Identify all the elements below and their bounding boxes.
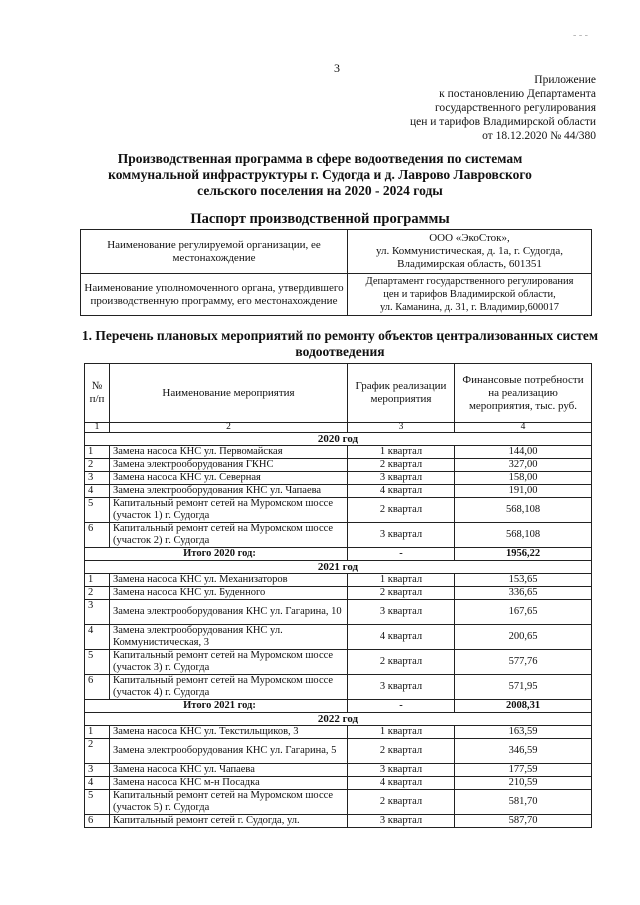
scan-mark: - - - [573,30,588,41]
row-schedule: 1 квартал [348,726,455,739]
year-row [85,561,592,574]
table-row [85,790,592,815]
row-num: 3 [85,600,110,625]
row-name: Замена насоса КНС м-н Посадка [110,777,348,790]
row-schedule: 2 квартал [348,650,455,675]
passport-row [81,274,592,316]
row-num: 4 [85,625,110,650]
table-row [85,650,592,675]
row-schedule: 4 квартал [348,625,455,650]
row-value: 167,65 [455,600,592,625]
table-header-row [85,364,592,423]
passport-label: Наименование уполномоченного органа, утвердившего производственную программу, его местонахождение [81,274,348,316]
passport-table [80,229,592,316]
header-num: № п/п [85,364,110,423]
row-value: 163,59 [455,726,592,739]
passport-row [81,230,592,274]
row-num: 5 [85,790,110,815]
row-name: Капитальный ремонт сетей на Муромском шоссе (участок 3) г. Судогда [110,650,348,675]
total-schedule: - [348,700,455,713]
year-row [85,433,592,446]
passport-value-line: ул. Каманина, д. 31, г. Владимир,600017 [379,302,560,313]
row-name: Капитальный ремонт сетей на Муромском шоссе (участок 2) г. Судогда [110,523,348,548]
passport-value [348,230,592,274]
row-num: 5 [85,498,110,523]
year-row [85,713,592,726]
row-schedule: 2 квартал [348,498,455,523]
row-name: Замена электрооборудования КНС ул. Коммунистическая, 3 [110,625,348,650]
row-name: Замена насоса КНС ул. Буденного [110,587,348,600]
row-value: 568,108 [455,523,592,548]
row-schedule: 2 квартал [348,739,455,764]
row-name: Замена насоса КНС ул. Текстильщиков, 3 [110,726,348,739]
passport-title: Паспорт производственной программы [190,211,450,227]
row-num: 2 [85,587,110,600]
row-name: Замена электрооборудования КНС ул. Гагарина, 5 [110,739,348,764]
row-schedule: 1 квартал [348,574,455,587]
total-value: 2008,31 [455,700,592,713]
row-name: Замена насоса КНС ул. Механизаторов [110,574,348,587]
row-name: Замена насоса КНС ул. Чапаева [110,764,348,777]
year-label: 2022 год [85,713,592,726]
row-value: 158,00 [455,472,592,485]
row-name: Замена насоса КНС ул. Первомайская [110,446,348,459]
row-num: 4 [85,485,110,498]
total-row [85,700,592,713]
table-row [85,523,592,548]
year-label: 2020 год [85,433,592,446]
table-row [85,472,592,485]
row-schedule: 2 квартал [348,587,455,600]
row-value: 568,108 [455,498,592,523]
row-name: Капитальный ремонт сетей на Муромском шоссе (участок 5) г. Судогда [110,790,348,815]
table-row [85,675,592,700]
row-value: 581,70 [455,790,592,815]
passport-value-line: Владимирская область, 601351 [397,258,542,270]
appendix-line: цен и тарифов Владимирской области [409,116,596,128]
row-name: Капитальный ремонт сетей г. Судогда, ул. [110,815,348,828]
row-name: Замена электрооборудования КНС ул. Гагарина, 10 [110,600,348,625]
row-value: 587,70 [455,815,592,828]
year-label: 2021 год [85,561,592,574]
row-num: 6 [85,675,110,700]
row-num: 1 [85,726,110,739]
row-value: 200,65 [455,625,592,650]
row-num: 6 [85,815,110,828]
row-num: 1 [85,574,110,587]
row-num: 4 [85,777,110,790]
column-number: 4 [455,423,592,433]
passport-value-line: Департамент государственного регулирования [365,276,574,287]
row-value: 577,76 [455,650,592,675]
passport-label: Наименование регулируемой организации, ее местонахождение [81,230,348,274]
table-row [85,625,592,650]
row-schedule: 1 квартал [348,446,455,459]
header-finance: Финансовые потребности на реализацию мероприятия, тыс. руб. [455,364,592,423]
table-row [85,485,592,498]
row-value: 210,59 [455,777,592,790]
table-row [85,459,592,472]
table-row [85,446,592,459]
column-number-row [85,423,592,433]
row-value: 177,59 [455,764,592,777]
row-num: 3 [85,472,110,485]
row-schedule: 2 квартал [348,459,455,472]
section-title: 1. Перечень плановых мероприятий по ремонту объектов централизованных систем водоотведения [81,328,599,359]
column-number: 3 [348,423,455,433]
appendix-line: к постановлению Департамента [439,88,596,100]
column-number: 1 [85,423,110,433]
row-value: 191,00 [455,485,592,498]
row-num: 2 [85,739,110,764]
document-title: Производственная программа в сфере водоотведения по системам коммунальной инфраструктуры г. Судогда и д. Лаврово Лавровского сельского поселения на 2020 - 2024 годы [108,151,532,198]
passport-value [348,274,592,316]
row-value: 153,65 [455,574,592,587]
row-schedule: 3 квартал [348,675,455,700]
row-name: Капитальный ремонт сетей на Муромском шоссе (участок 4) г. Судогда [110,675,348,700]
table-row [85,815,592,828]
row-num: 1 [85,446,110,459]
header-name: Наименование мероприятия [110,364,348,423]
row-schedule: 4 квартал [348,777,455,790]
appendix-line: от 18.12.2020 № 44/380 [482,130,596,142]
table-row [85,777,592,790]
table-row [85,600,592,625]
total-value: 1956,22 [455,548,592,561]
row-schedule: 3 квартал [348,523,455,548]
measures-table [84,363,592,828]
passport-value-line: ООО «ЭкоСток», [429,232,510,244]
row-schedule: 3 квартал [348,472,455,485]
header-schedule: График реализации мероприятия [348,364,455,423]
row-schedule: 3 квартал [348,600,455,625]
table-row [85,498,592,523]
row-value: 336,65 [455,587,592,600]
row-num: 5 [85,650,110,675]
total-schedule: - [348,548,455,561]
table-row [85,764,592,777]
passport-value-line: ул. Коммунистическая, д. 1а, г. Судогда, [376,245,563,257]
table-row [85,587,592,600]
appendix-line: государственного регулирования [434,102,596,114]
total-label: Итого 2020 год: [85,548,348,561]
passport-value-line: цен и тарифов Владимирской области, [383,289,556,300]
total-label: Итого 2021 год: [85,700,348,713]
appendix-block [356,73,596,143]
row-name: Капитальный ремонт сетей на Муромском шоссе (участок 1) г. Судогда [110,498,348,523]
row-schedule: 3 квартал [348,815,455,828]
row-value: 346,59 [455,739,592,764]
row-name: Замена насоса КНС ул. Северная [110,472,348,485]
row-name: Замена электрооборудования КНС ул. Чапаева [110,485,348,498]
row-value: 144,00 [455,446,592,459]
row-schedule: 2 квартал [348,790,455,815]
row-schedule: 3 квартал [348,764,455,777]
table-row [85,574,592,587]
total-row [85,548,592,561]
row-value: 327,00 [455,459,592,472]
page-number: 3 [334,61,340,75]
row-schedule: 4 квартал [348,485,455,498]
column-number: 2 [110,423,348,433]
table-row [85,726,592,739]
row-value: 571,95 [455,675,592,700]
table-row [85,739,592,764]
row-num: 6 [85,523,110,548]
row-num: 2 [85,459,110,472]
appendix-line: Приложение [534,74,596,86]
row-num: 3 [85,764,110,777]
row-name: Замена электрооборудования ГКНС [110,459,348,472]
